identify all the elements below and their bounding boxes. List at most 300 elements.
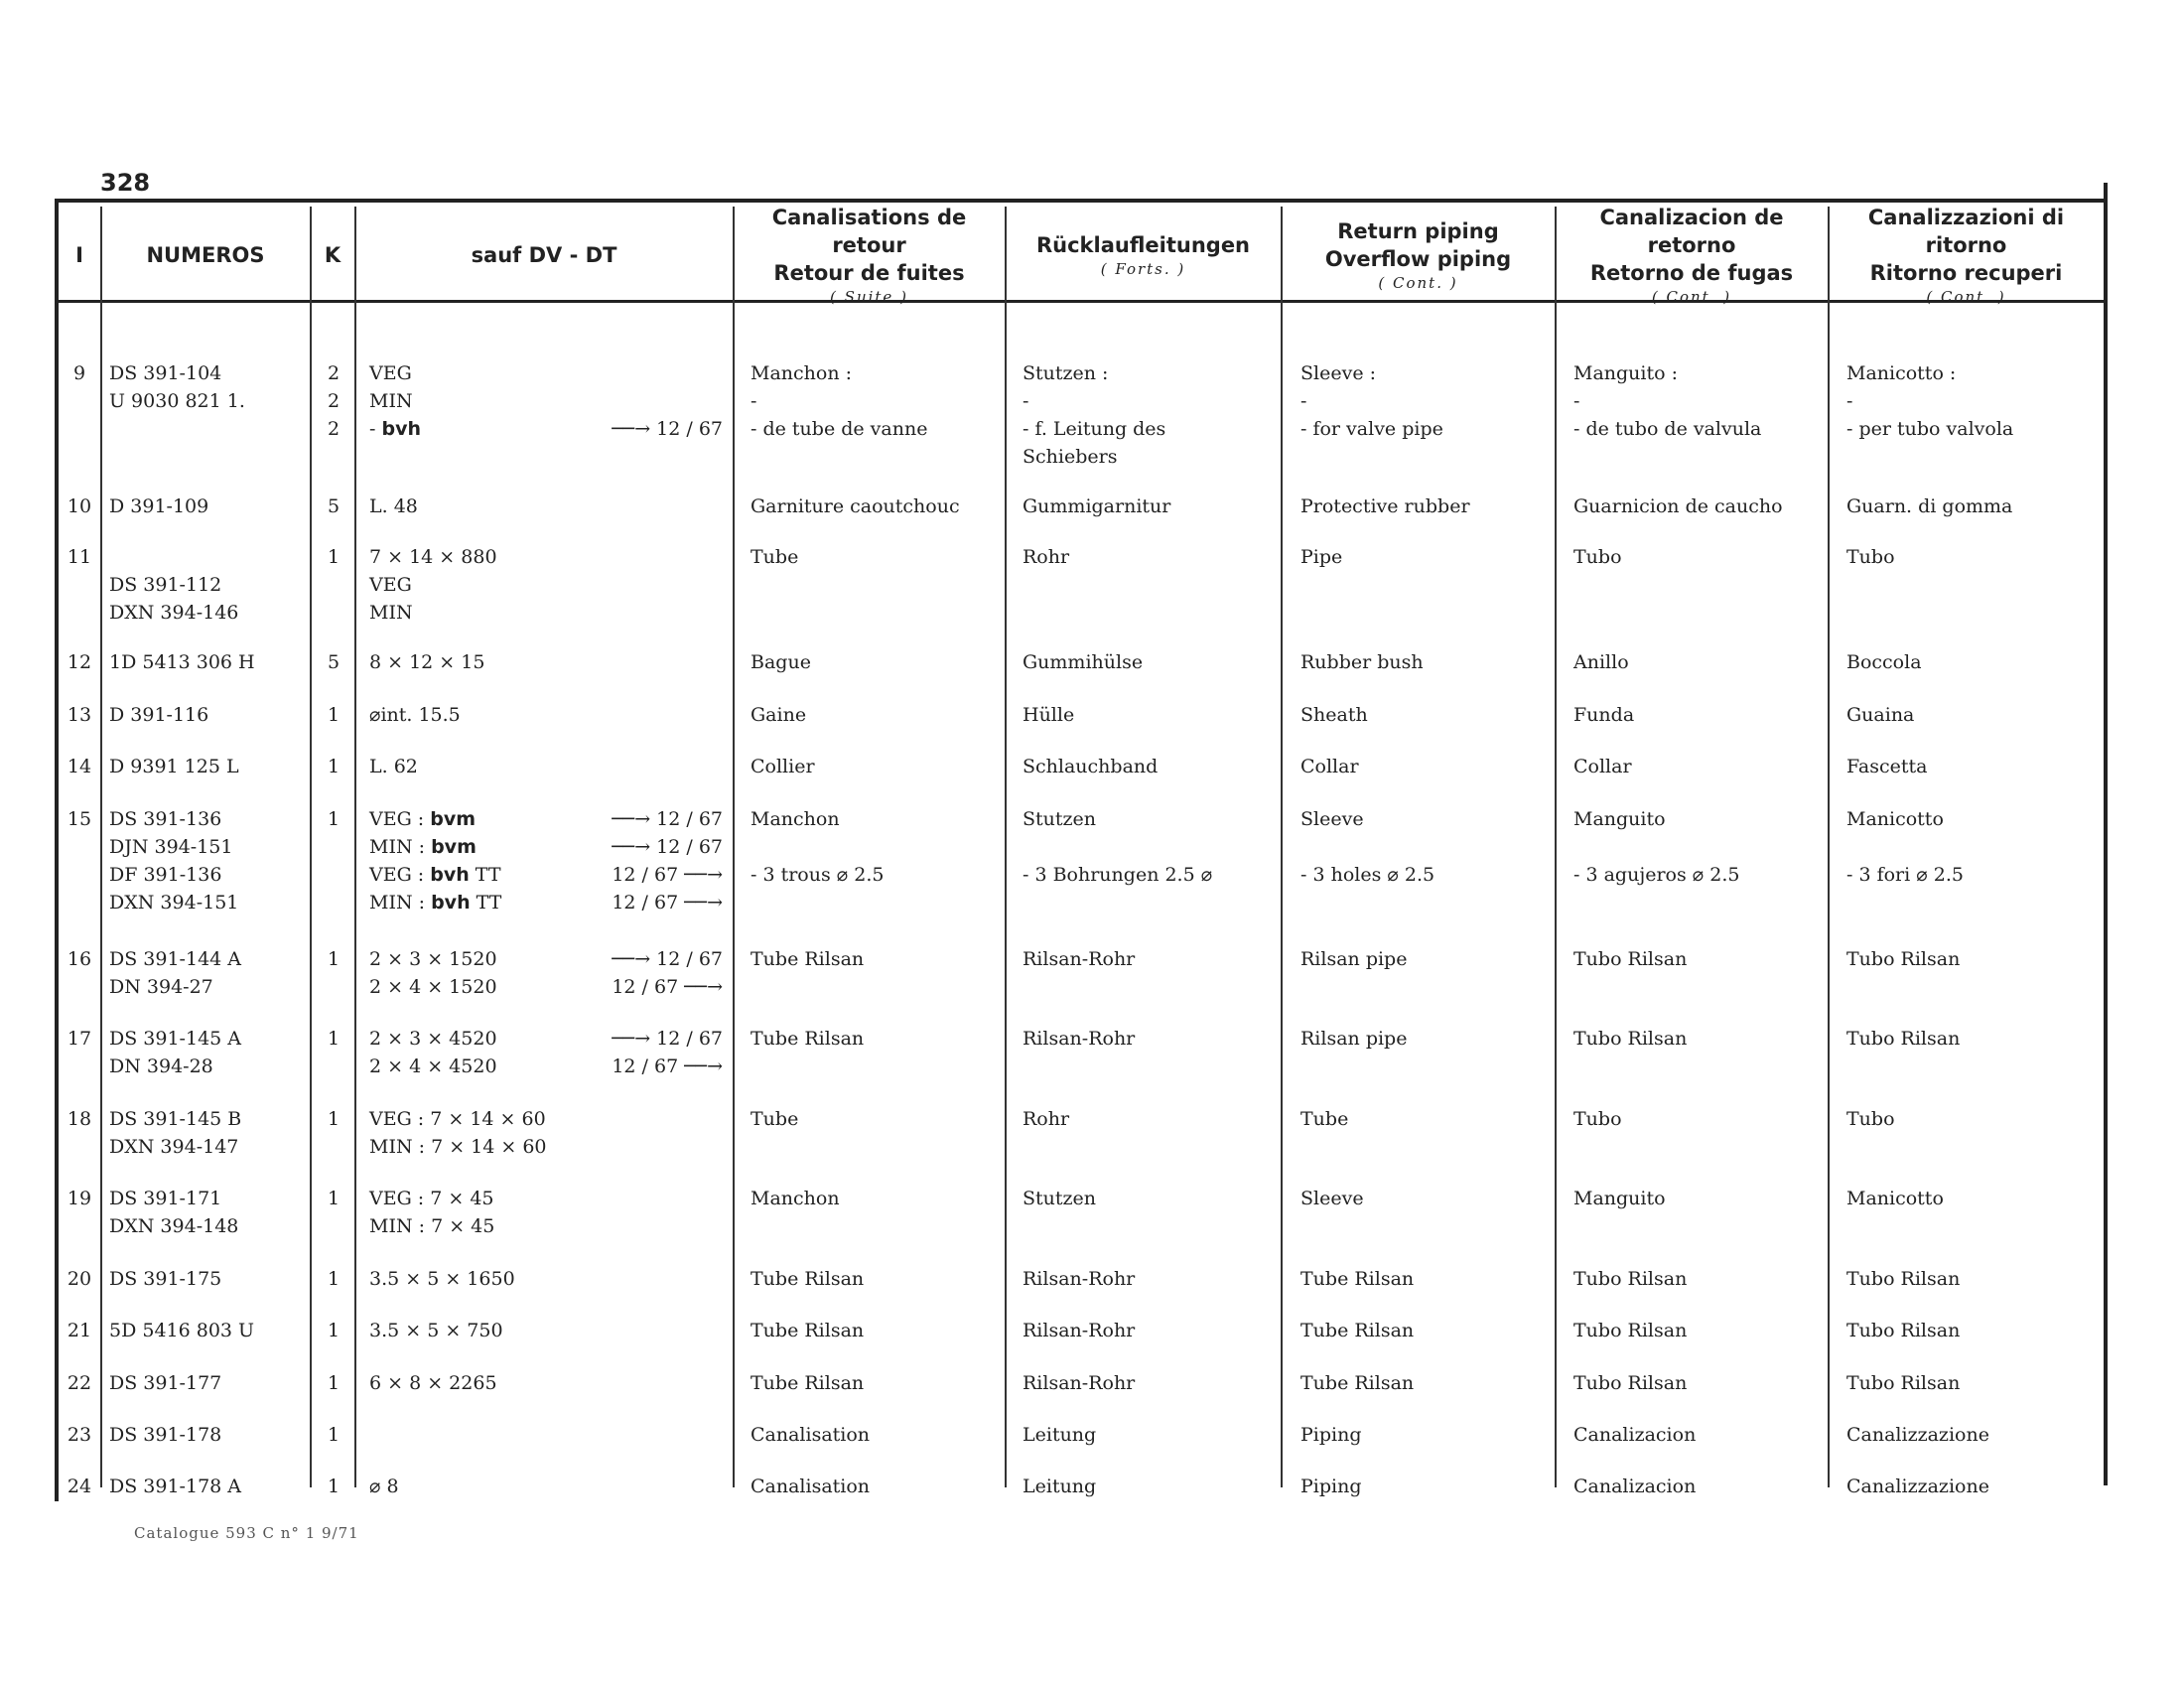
row-13-de [1023, 701, 1276, 729]
cell-line: Canalizzazione [1846, 1476, 1989, 1497]
row-13-k [314, 701, 353, 729]
cell-line: 12 [67, 651, 92, 673]
cell-line: DS 391-145 A [109, 1028, 241, 1050]
cell-line: Tubo Rilsan [1573, 1320, 1688, 1341]
row-9-dates [584, 359, 723, 443]
cell-line: DN 394-27 [109, 976, 213, 998]
cell-line: MIN : 7 × 14 × 60 [369, 1136, 547, 1158]
cell-line: Tube Rilsan [1300, 1320, 1415, 1341]
cell-line: Bague [751, 651, 811, 673]
row-18-es [1573, 1105, 1822, 1133]
row-13-num [109, 701, 308, 729]
cell-line: 1 [327, 756, 341, 777]
cell-line: 5 [327, 495, 341, 517]
cell-line: 1 [327, 1108, 341, 1130]
cell-line [751, 833, 999, 861]
row-15-k [314, 805, 353, 833]
row-9-it [1846, 359, 2100, 443]
cell-line: Leitung [1023, 1476, 1097, 1497]
row-19-idx [62, 1185, 97, 1212]
row-9-es [1573, 359, 1822, 443]
row-24-idx [62, 1473, 97, 1500]
row-16-idx [62, 945, 97, 973]
row-14-spec [369, 753, 588, 780]
row-11-en [1300, 543, 1549, 571]
header-sauf: sauf DV - DT [471, 243, 617, 267]
row-12-spec [369, 648, 588, 676]
cell-line: Anillo [1573, 651, 1629, 673]
row-14-es [1573, 753, 1822, 780]
cell-line: 17 [67, 1028, 92, 1050]
row-19-en [1300, 1185, 1549, 1212]
row-17-dates [584, 1025, 723, 1080]
row-13-fr [751, 701, 999, 729]
row-22-it [1846, 1369, 2100, 1397]
row-11-idx [62, 543, 97, 571]
row-14-fr [751, 753, 999, 780]
row-23-k [314, 1421, 353, 1449]
row-20-es [1573, 1265, 1822, 1293]
cell-line: Sleeve [1300, 808, 1364, 830]
cell-line: Pipe [1300, 546, 1343, 568]
row-22-num [109, 1369, 308, 1397]
cell-line: Canalizacion [1573, 1424, 1697, 1446]
row-17-de [1023, 1025, 1276, 1053]
cell-line: Tube [751, 1108, 799, 1130]
row-18-en [1300, 1105, 1549, 1133]
cell-line: Guaina [1846, 704, 1915, 726]
cell-line: - f. Leitung des [1023, 418, 1166, 440]
row-15-spec [369, 805, 588, 916]
cell-line: 1 [327, 1424, 341, 1446]
row-14-de [1023, 753, 1276, 780]
cell-line: - 3 trous ⌀ 2.5 [751, 864, 885, 886]
row-24-num [109, 1473, 308, 1500]
row-9-fr [751, 359, 999, 443]
cell-line [584, 359, 723, 387]
cell-line: 22 [67, 1372, 92, 1394]
row-21-num [109, 1317, 308, 1344]
row-17-fr [751, 1025, 999, 1053]
cell-line: Stutzen : [1023, 362, 1109, 384]
row-11-es [1573, 543, 1822, 571]
cell-line: - de tube de vanne [751, 418, 928, 440]
row-10-es [1573, 492, 1822, 520]
row-12-idx [62, 648, 97, 676]
header-index: I [75, 243, 83, 267]
cell-line: U 9030 821 1. [109, 390, 245, 412]
row-16-en [1300, 945, 1549, 973]
cell-line [1023, 833, 1276, 861]
row-24-it [1846, 1473, 2100, 1500]
cell-line: Tubo Rilsan [1573, 1268, 1688, 1290]
cell-line: DXN 394-146 [109, 602, 239, 624]
cell-line: 13 [67, 704, 92, 726]
row-18-idx [62, 1105, 97, 1133]
cell-line: 5D 5416 803 U [109, 1320, 255, 1341]
row-20-k [314, 1265, 353, 1293]
cell-line [1573, 833, 1822, 861]
row-20-spec [369, 1265, 588, 1293]
cell-line: Tubo Rilsan [1573, 1028, 1688, 1050]
cell-line: - [751, 390, 757, 412]
row-18-de [1023, 1105, 1276, 1133]
cell-line: - 3 fori ⌀ 2.5 [1846, 864, 1964, 886]
column-divider [1555, 207, 1557, 1487]
row-18-spec [369, 1105, 588, 1161]
cell-line: ──→ 12 / 67 [612, 418, 723, 440]
row-19-spec [369, 1185, 588, 1240]
row-22-de [1023, 1369, 1276, 1397]
row-24-de [1023, 1473, 1276, 1500]
row-20-en [1300, 1265, 1549, 1293]
cell-line: Canalisation [751, 1476, 871, 1497]
cell-line: Manchon [751, 808, 840, 830]
row-11-spec [369, 543, 588, 627]
cell-line: D 9391 125 L [109, 756, 239, 777]
cell-line: 9 [72, 362, 86, 384]
cell-line: MIN : bvm [369, 836, 477, 858]
header-italian: Canalizzazioni di ritorno Ritorno recuperi ( Cont. ) [1867, 206, 2065, 306]
row-21-k [314, 1317, 353, 1344]
cell-line: 12 / 67 ──→ [612, 976, 723, 998]
row-12-num [109, 648, 308, 676]
cell-line: Tubo Rilsan [1573, 948, 1688, 970]
row-10-en [1300, 492, 1549, 520]
row-22-en [1300, 1369, 1549, 1397]
cell-line: DS 391-112 [109, 574, 222, 596]
row-21-idx [62, 1317, 97, 1344]
row-15-en [1300, 805, 1549, 889]
row-17-spec [369, 1025, 588, 1080]
cell-line: VEG [369, 362, 412, 384]
row-24-en [1300, 1473, 1549, 1500]
cell-line: Sheath [1300, 704, 1368, 726]
cell-line: ⌀int. 15.5 [369, 704, 461, 726]
column-divider [733, 207, 735, 1487]
cell-line: - 3 agujeros ⌀ 2.5 [1573, 864, 1740, 886]
column-divider [354, 207, 356, 1487]
cell-line: 12 / 67 ──→ [612, 864, 723, 886]
row-11-fr [751, 543, 999, 571]
cell-line: 5 [327, 651, 341, 673]
cell-line: L. 48 [369, 495, 418, 517]
cell-line: 2 [327, 362, 341, 384]
cell-line: 1 [327, 546, 341, 568]
cell-line: Guarn. di gomma [1846, 495, 2013, 517]
cell-line: 1 [327, 1320, 341, 1341]
row-10-num [109, 492, 308, 520]
cell-line: DS 391-104 [109, 362, 222, 384]
row-10-k [314, 492, 353, 520]
row-10-fr [751, 492, 999, 520]
row-22-spec [369, 1369, 588, 1397]
row-16-spec [369, 945, 588, 1001]
row-16-it [1846, 945, 2100, 973]
header-spanish: Canalizacion de retorno Retorno de fugas ( Cont. ) [1589, 206, 1794, 306]
cell-line: 8 × 12 × 15 [369, 651, 485, 673]
table-frame-left [55, 199, 59, 1501]
cell-line: DN 394-28 [109, 1055, 213, 1077]
row-13-en [1300, 701, 1549, 729]
row-23-fr [751, 1421, 999, 1449]
row-15-num [109, 805, 308, 916]
cell-line: Tubo [1846, 546, 1895, 568]
cell-line: Rilsan-Rohr [1023, 1268, 1136, 1290]
header-numeros: NUMEROS [146, 243, 265, 267]
row-14-num [109, 753, 308, 780]
cell-line: 16 [67, 948, 92, 970]
row-11-k [314, 543, 353, 571]
header-rule [55, 300, 2108, 303]
row-19-it [1846, 1185, 2100, 1212]
row-19-de [1023, 1185, 1276, 1212]
row-12-fr [751, 648, 999, 676]
row-13-idx [62, 701, 97, 729]
row-12-k [314, 648, 353, 676]
cell-line: Rilsan pipe [1300, 948, 1408, 970]
row-16-fr [751, 945, 999, 973]
row-18-it [1846, 1105, 2100, 1133]
cell-line: Schiebers [1023, 446, 1118, 468]
cell-line: ──→ 12 / 67 [612, 836, 723, 858]
row-16-num [109, 945, 308, 1001]
cell-line: Tube Rilsan [751, 1028, 865, 1050]
row-12-en [1300, 648, 1549, 676]
row-9-en [1300, 359, 1549, 443]
row-9-spec [369, 359, 588, 443]
row-24-k [314, 1473, 353, 1500]
cell-line: 1 [327, 1476, 341, 1497]
row-23-it [1846, 1421, 2100, 1449]
row-16-es [1573, 945, 1822, 973]
row-21-en [1300, 1317, 1549, 1344]
column-divider [1281, 207, 1283, 1487]
cell-line: DXN 394-148 [109, 1215, 239, 1237]
cell-line: Tubo Rilsan [1846, 948, 1961, 970]
row-11-de [1023, 543, 1276, 571]
cell-line: Funda [1573, 704, 1635, 726]
row-15-idx [62, 805, 97, 833]
cell-line: 2 × 4 × 1520 [369, 976, 497, 998]
cell-line: Manicotto : [1846, 362, 1957, 384]
cell-line: 1 [327, 948, 341, 970]
cell-line: ──→ 12 / 67 [612, 808, 723, 830]
cell-line: MIN : 7 × 45 [369, 1215, 495, 1237]
cell-line: 2 × 4 × 4520 [369, 1055, 497, 1077]
row-20-fr [751, 1265, 999, 1293]
row-19-fr [751, 1185, 999, 1212]
cell-line: ──→ 12 / 67 [612, 948, 723, 970]
cell-line: Piping [1300, 1476, 1362, 1497]
cell-line: MIN [369, 390, 413, 412]
row-21-es [1573, 1317, 1822, 1344]
row-14-en [1300, 753, 1549, 780]
cell-line: 1 [327, 1188, 341, 1209]
cell-line: Tubo Rilsan [1846, 1372, 1961, 1394]
row-22-k [314, 1369, 353, 1397]
row-11-num [109, 543, 308, 627]
cell-line: VEG : 7 × 45 [369, 1188, 494, 1209]
cell-line: DS 391-175 [109, 1268, 222, 1290]
row-18-fr [751, 1105, 999, 1133]
row-21-de [1023, 1317, 1276, 1344]
row-12-de [1023, 648, 1276, 676]
cell-line: Collar [1300, 756, 1359, 777]
row-23-en [1300, 1421, 1549, 1449]
cell-line: - [1023, 390, 1029, 412]
row-17-k [314, 1025, 353, 1053]
cell-line: DS 391-136 [109, 808, 222, 830]
row-9-num [109, 359, 308, 415]
cell-line: Boccola [1846, 651, 1922, 673]
cell-line: Tubo [1573, 546, 1622, 568]
header-k: K [324, 243, 341, 267]
cell-line: DS 391-177 [109, 1372, 222, 1394]
row-15-dates [584, 805, 723, 916]
cell-line: 14 [67, 756, 92, 777]
cell-line: 2 [327, 418, 341, 440]
row-22-idx [62, 1369, 97, 1397]
row-20-num [109, 1265, 308, 1293]
cell-line: Guarnicion de caucho [1573, 495, 1783, 517]
cell-line: Manchon : [751, 362, 853, 384]
cell-line: VEG : bvm [369, 808, 477, 830]
cell-line: Rilsan-Rohr [1023, 948, 1136, 970]
cell-line: Manicotto [1846, 808, 1944, 830]
cell-line: 3.5 × 5 × 750 [369, 1320, 503, 1341]
cell-line: - 3 Bohrungen 2.5 ⌀ [1023, 864, 1213, 886]
cell-line: Collier [751, 756, 815, 777]
cell-line: 2 [327, 390, 341, 412]
row-9-de [1023, 359, 1276, 471]
cell-line: Gummihülse [1023, 651, 1144, 673]
cell-line: Stutzen [1023, 808, 1097, 830]
cell-line: L. 62 [369, 756, 418, 777]
cell-line: 23 [67, 1424, 92, 1446]
cell-line: - [1573, 390, 1580, 412]
row-17-it [1846, 1025, 2100, 1053]
cell-line: Manicotto [1846, 1188, 1944, 1209]
cell-line: Tubo [1846, 1108, 1895, 1130]
page-number: 328 [100, 169, 151, 197]
cell-line: Leitung [1023, 1424, 1097, 1446]
cell-line: 6 × 8 × 2265 [369, 1372, 497, 1394]
cell-line: Tubo Rilsan [1573, 1372, 1688, 1394]
column-divider [310, 207, 312, 1487]
header-french: Canalisations de retour Retour de fuites ( Suite ) [771, 206, 967, 306]
cell-line: Tube Rilsan [1300, 1372, 1415, 1394]
row-14-it [1846, 753, 2100, 780]
cell-line: - for valve pipe [1300, 418, 1443, 440]
cell-line: Piping [1300, 1424, 1362, 1446]
cell-line: 21 [67, 1320, 92, 1341]
row-15-es [1573, 805, 1822, 889]
cell-line: Stutzen [1023, 1188, 1097, 1209]
row-23-es [1573, 1421, 1822, 1449]
cell-line: Rilsan-Rohr [1023, 1028, 1136, 1050]
cell-line: 2 × 3 × 1520 [369, 948, 497, 970]
row-18-num [109, 1105, 308, 1161]
cell-line: 18 [67, 1108, 92, 1130]
cell-line: D 391-116 [109, 704, 209, 726]
cell-line: 1D 5413 306 H [109, 651, 255, 673]
column-divider [100, 207, 102, 1487]
table-frame-top [55, 199, 2108, 203]
cell-line: Protective rubber [1300, 495, 1470, 517]
cell-line: Manchon [751, 1188, 840, 1209]
cell-line: DS 391-178 A [109, 1476, 241, 1497]
row-22-es [1573, 1369, 1822, 1397]
row-24-es [1573, 1473, 1822, 1500]
row-20-it [1846, 1265, 2100, 1293]
cell-line: Tube Rilsan [1300, 1268, 1415, 1290]
cell-line: Tube Rilsan [751, 1320, 865, 1341]
cell-line: DXN 394-151 [109, 892, 239, 914]
cell-line: 2 × 3 × 4520 [369, 1028, 497, 1050]
cell-line: DS 391-178 [109, 1424, 222, 1446]
row-13-spec [369, 701, 588, 729]
cell-line: ──→ 12 / 67 [612, 1028, 723, 1050]
row-17-idx [62, 1025, 97, 1053]
header-german: Rücklaufleitungen ( Forts. ) [1035, 233, 1251, 278]
row-11-it [1846, 543, 2100, 571]
row-14-idx [62, 753, 97, 780]
cell-line: Tube [1300, 1108, 1349, 1130]
catalogue-footer: Catalogue 593 C n° 1 9/71 [134, 1524, 359, 1542]
row-17-es [1573, 1025, 1822, 1053]
cell-line [109, 543, 308, 571]
cell-line: Tubo [1573, 1108, 1622, 1130]
cell-line: Hülle [1023, 704, 1075, 726]
row-23-de [1023, 1421, 1276, 1449]
row-12-es [1573, 648, 1822, 676]
row-22-fr [751, 1369, 999, 1397]
header-english: Return piping Overflow piping ( Cont. ) [1324, 219, 1512, 292]
row-21-spec [369, 1317, 588, 1344]
cell-line: DXN 394-147 [109, 1136, 239, 1158]
row-24-spec [369, 1473, 588, 1500]
row-19-num [109, 1185, 308, 1240]
cell-line: Rilsan-Rohr [1023, 1320, 1136, 1341]
cell-line: DS 391-145 B [109, 1108, 242, 1130]
row-10-it [1846, 492, 2100, 520]
row-17-num [109, 1025, 308, 1080]
cell-line: Canalizacion [1573, 1476, 1697, 1497]
cell-line [1846, 833, 2100, 861]
cell-line [1300, 833, 1549, 861]
cell-line: 11 [67, 546, 92, 568]
cell-line: DJN 394-151 [109, 836, 233, 858]
row-17-en [1300, 1025, 1549, 1053]
cell-line: - bvh [369, 418, 421, 440]
cell-line: 10 [67, 495, 92, 517]
cell-line: 1 [327, 808, 341, 830]
row-18-k [314, 1105, 353, 1133]
cell-line: Gaine [751, 704, 807, 726]
cell-line: Tube [751, 546, 799, 568]
cell-line: - 3 holes ⌀ 2.5 [1300, 864, 1435, 886]
cell-line: Sleeve [1300, 1188, 1364, 1209]
cell-line: - [1300, 390, 1307, 412]
cell-line: Rilsan pipe [1300, 1028, 1408, 1050]
column-divider [1828, 207, 1830, 1487]
row-10-spec [369, 492, 588, 520]
row-15-de [1023, 805, 1276, 889]
cell-line: DS 391-144 A [109, 948, 241, 970]
row-14-k [314, 753, 353, 780]
cell-line: Canalisation [751, 1424, 871, 1446]
